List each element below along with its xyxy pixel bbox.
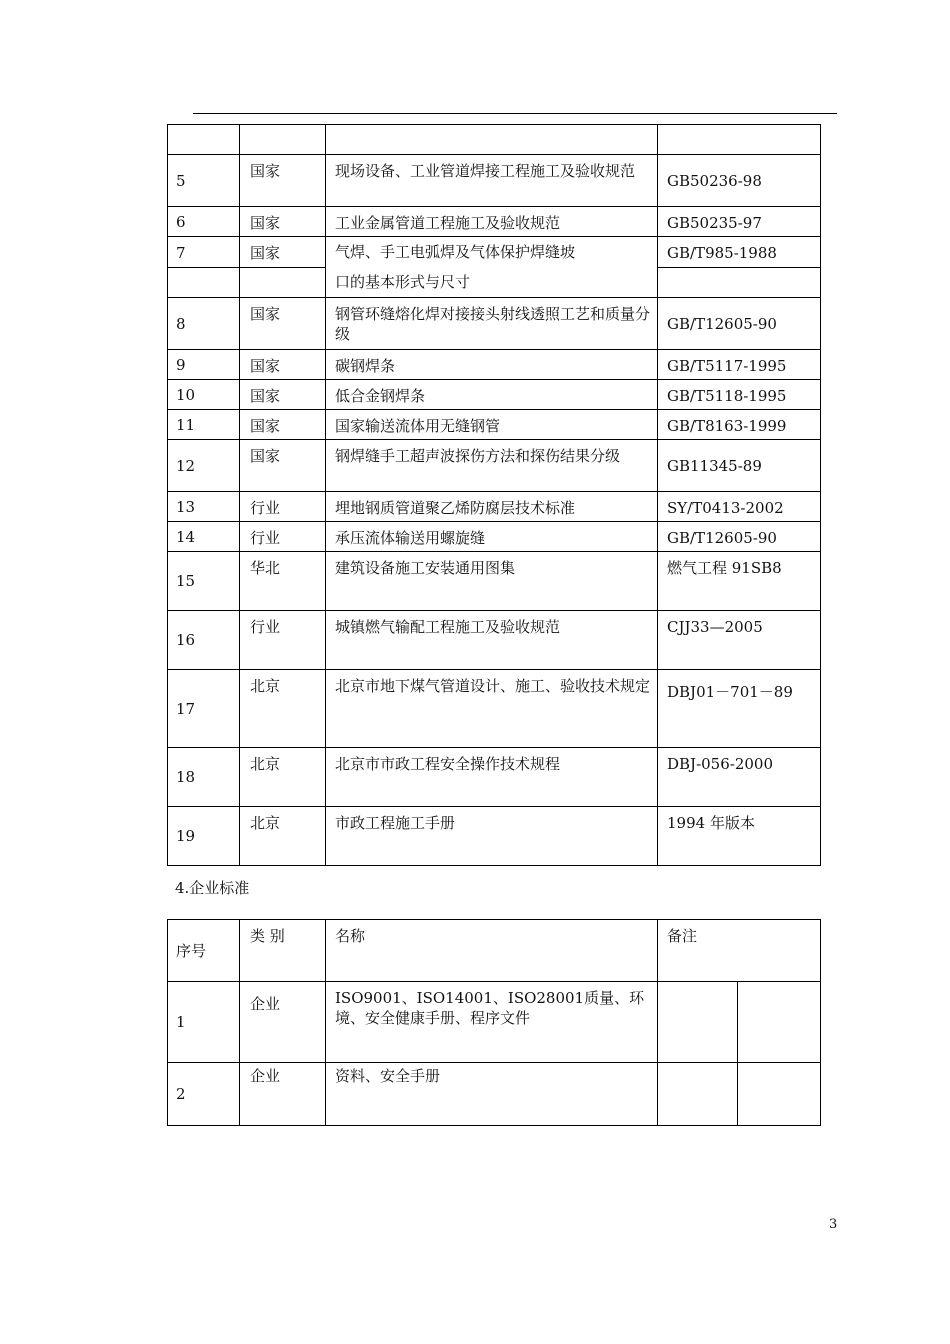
table-row <box>168 155 821 207</box>
table-row <box>168 611 821 670</box>
row-category: 国家 <box>240 155 326 207</box>
remark-cell <box>738 1063 821 1126</box>
table-row <box>168 807 821 866</box>
table-row <box>168 492 821 522</box>
table-row <box>168 748 821 807</box>
row-number: 12 <box>168 440 240 492</box>
row-name: 建筑设备施工安装通用图集 <box>326 552 658 611</box>
row-name: 城镇燃气输配工程施工及验收规范 <box>326 611 658 670</box>
row-number: 17 <box>168 670 240 748</box>
row-name: 北京市地下煤气管道设计、施工、验收技术规定 <box>326 670 658 748</box>
row-standard: GB50235-97 <box>658 207 821 237</box>
row-number: 16 <box>168 611 240 670</box>
row-category: 企业 <box>240 982 326 1063</box>
row-standard <box>658 125 821 155</box>
row-name: 工业金属管道工程施工及验收规范 <box>326 207 658 237</box>
remark-cell <box>658 1063 738 1126</box>
row-category: 行业 <box>240 492 326 522</box>
table-row <box>168 207 821 237</box>
row-standard: 1994 年版本 <box>658 807 821 866</box>
row-standard: GB/T985-1988 <box>658 237 821 268</box>
row-category: 北京 <box>240 748 326 807</box>
row-number: 14 <box>168 522 240 552</box>
row-name: 市政工程施工手册 <box>326 807 658 866</box>
row-number: 10 <box>168 380 240 410</box>
header-no: 序号 <box>168 920 240 982</box>
row-standard: DBJ01－701－89 <box>658 670 821 748</box>
row-category: 国家 <box>240 350 326 380</box>
table-row <box>168 1063 821 1126</box>
empty-cell <box>240 267 326 298</box>
table-row <box>168 552 821 611</box>
row-standard: SY/T0413-2002 <box>658 492 821 522</box>
header-category: 类 别 <box>240 920 326 982</box>
row-name: 现场设备、工业管道焊接工程施工及验收规范 <box>326 155 658 207</box>
row-category: 国家 <box>240 237 326 268</box>
row-category: 国家 <box>240 380 326 410</box>
row-standard: GB/T5118-1995 <box>658 380 821 410</box>
row-standard: GB/T5117-1995 <box>658 350 821 380</box>
section-title: 4.企业标准 <box>175 879 250 897</box>
table-row <box>168 410 821 440</box>
row-standard: GB11345-89 <box>658 440 821 492</box>
page-number: 3 <box>829 1217 838 1232</box>
row-number <box>168 125 240 155</box>
table-row <box>168 440 821 492</box>
row-standard: GB/T12605-90 <box>658 522 821 552</box>
row-name <box>326 237 658 298</box>
row-name: 钢焊缝手工超声波探伤方法和探伤结果分级 <box>326 440 658 492</box>
row-name: 承压流体输送用螺旋缝 <box>326 522 658 552</box>
row-name: 北京市市政工程安全操作技术规程 <box>326 748 658 807</box>
enterprise-standards-table <box>167 919 821 1126</box>
row-number: 9 <box>168 350 240 380</box>
row-standard: GB50236-98 <box>658 155 821 207</box>
row-name-line: 气焊、手工电弧焊及气体保护焊缝坡 <box>335 243 576 261</box>
table-row <box>168 380 821 410</box>
row-category <box>240 125 326 155</box>
row-category: 北京 <box>240 670 326 748</box>
header-rule <box>193 113 837 114</box>
row-name: 低合金钢焊条 <box>326 380 658 410</box>
row-name <box>326 125 658 155</box>
row-category: 企业 <box>240 1063 326 1126</box>
row-number: 19 <box>168 807 240 866</box>
row-standard: GB/T8163-1999 <box>658 410 821 440</box>
table-header-row <box>168 920 821 982</box>
row-category: 北京 <box>240 807 326 866</box>
row-name: 钢管环缝熔化焊对接接头射线透照工艺和质量分级 <box>326 298 658 350</box>
table-row <box>168 350 821 380</box>
row-name: 国家输送流体用无缝钢管 <box>326 410 658 440</box>
table-row <box>168 125 821 155</box>
table-row <box>168 522 821 552</box>
row-number: 11 <box>168 410 240 440</box>
row-number: 18 <box>168 748 240 807</box>
header-name: 名称 <box>326 920 658 982</box>
row-standard: CJJ33—2005 <box>658 611 821 670</box>
row-number: 2 <box>168 1063 240 1126</box>
row-name: ISO9001、ISO14001、ISO28001质量、环境、安全健康手册、程序文件 <box>326 982 658 1063</box>
table-row <box>168 298 821 350</box>
row-category: 国家 <box>240 410 326 440</box>
empty-cell <box>168 267 240 298</box>
row-name: 埋地钢质管道聚乙烯防腐层技术标准 <box>326 492 658 522</box>
table-row <box>168 237 821 268</box>
empty-cell <box>658 267 821 298</box>
header-remark: 备注 <box>658 920 821 982</box>
row-name: 碳钢焊条 <box>326 350 658 380</box>
row-category: 国家 <box>240 207 326 237</box>
row-category: 国家 <box>240 298 326 350</box>
row-name-line: 口的基本形式与尺寸 <box>335 273 471 291</box>
row-number: 1 <box>168 982 240 1063</box>
row-number: 5 <box>168 155 240 207</box>
row-number: 13 <box>168 492 240 522</box>
row-number: 8 <box>168 298 240 350</box>
row-number: 6 <box>168 207 240 237</box>
row-standard: GB/T12605-90 <box>658 298 821 350</box>
standards-table <box>167 124 821 866</box>
row-category: 行业 <box>240 611 326 670</box>
row-number: 15 <box>168 552 240 611</box>
row-standard: DBJ-056-2000 <box>658 748 821 807</box>
row-name: 资料、安全手册 <box>326 1063 658 1126</box>
remark-cell <box>738 982 821 1063</box>
row-category: 行业 <box>240 522 326 552</box>
row-category: 国家 <box>240 440 326 492</box>
row-category: 华北 <box>240 552 326 611</box>
table-row <box>168 670 821 748</box>
remark-cell <box>658 982 738 1063</box>
row-standard: 燃气工程 91SB8 <box>658 552 821 611</box>
row-number: 7 <box>168 237 240 268</box>
table-row <box>168 982 821 1063</box>
